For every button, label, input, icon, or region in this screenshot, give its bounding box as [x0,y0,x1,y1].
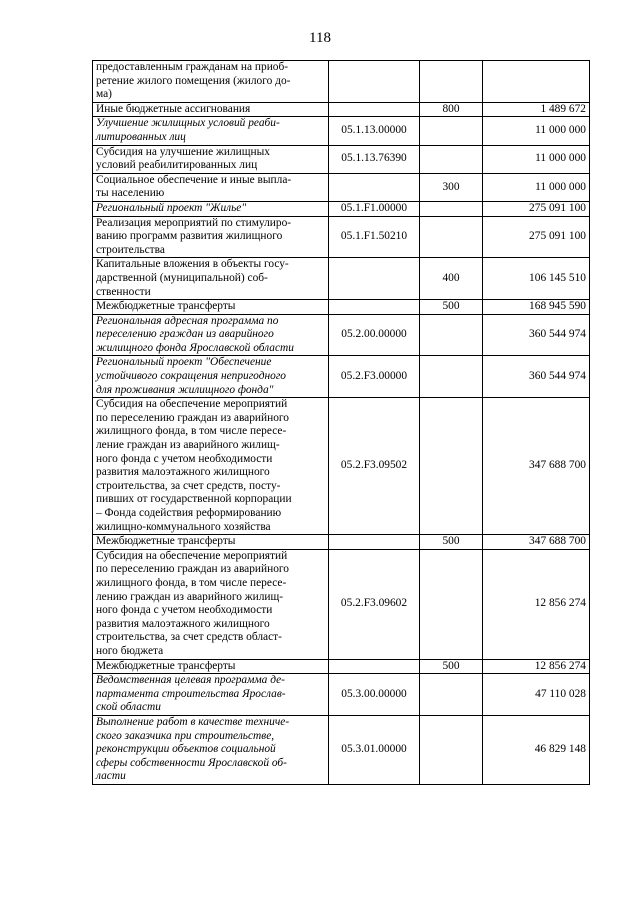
row-code-cell: 05.1.13.00000 [329,117,420,145]
row-sum-cell [483,61,590,103]
row-name-cell: Субсидия на обеспечение мероприятий по переселению граждан из аварийного жилищного фонда, в том числе пересе- лению граждан из аварийного жилищ- ного фонда с учетом необходимости развития малоэтажного жилищного строительства, за счет средств област- ного бюджета [93,549,329,659]
row-type-cell: 400 [420,258,483,300]
row-name-cell: Региональная адресная программа по переселению граждан из аварийного жилищного фонда Ярославской области [93,314,329,356]
budget-table-body [93,61,590,785]
row-type-cell [420,201,483,216]
row-code-cell [329,102,420,117]
row-type-cell [420,549,483,659]
row-name-cell: Ведомственная целевая программа де- партамента строительства Ярослав- ской области [93,674,329,716]
budget-table [92,60,590,785]
row-sum-cell: 347 688 700 [483,535,590,550]
row-type-cell [420,674,483,716]
row-name-cell: Региональный проект "Жилье" [93,201,329,216]
row-code-cell: 05.2.F3.09602 [329,549,420,659]
table-row [93,216,590,258]
row-name-cell: Межбюджетные трансферты [93,535,329,550]
table-row [93,715,590,784]
page-number: 118 [309,30,331,46]
row-sum-cell: 11 000 000 [483,117,590,145]
table-row [93,61,590,103]
row-name-cell: Межбюджетные трансферты [93,659,329,674]
row-name-cell: Капитальные вложения в объекты госу- дарственной (муниципальной) соб- ственности [93,258,329,300]
row-sum-cell: 275 091 100 [483,216,590,258]
row-name-cell: Субсидия на обеспечение мероприятий по переселению граждан из аварийного жилищного фонда, в том числе пересе- ление граждан из аварийного жилищ- ного фонда с учетом необходимости развития малоэтажного жилищного строительства, за счет средств, посту- пивших от государственной корпорации – Фонда содействия реформированию жилищно-коммунального хозяйства [93,398,329,535]
table-row [93,102,590,117]
row-code-cell: 05.1.F1.50210 [329,216,420,258]
row-name-cell: Иные бюджетные ассигнования [93,102,329,117]
table-row [93,674,590,716]
row-sum-cell: 106 145 510 [483,258,590,300]
table-row [93,117,590,145]
row-type-cell [420,398,483,535]
row-code-cell: 05.2.F3.09502 [329,398,420,535]
row-code-cell: 05.3.00.00000 [329,674,420,716]
row-type-cell [420,117,483,145]
table-row [93,356,590,398]
row-type-cell [420,314,483,356]
table-row [93,535,590,550]
row-code-cell: 05.1.13.76390 [329,145,420,173]
row-type-cell [420,715,483,784]
row-name-cell: Реализация мероприятий по стимулиро- ванию программ развития жилищного строительства [93,216,329,258]
row-code-cell: 05.2.00.00000 [329,314,420,356]
row-sum-cell: 168 945 590 [483,300,590,315]
table-row [93,300,590,315]
table-row [93,549,590,659]
row-type-cell [420,145,483,173]
row-sum-cell: 360 544 974 [483,314,590,356]
row-sum-cell: 12 856 274 [483,659,590,674]
table-row [93,314,590,356]
row-sum-cell: 360 544 974 [483,356,590,398]
row-type-cell: 300 [420,173,483,201]
row-type-cell [420,356,483,398]
row-code-cell [329,659,420,674]
row-sum-cell: 12 856 274 [483,549,590,659]
table-row [93,659,590,674]
row-type-cell: 800 [420,102,483,117]
row-sum-cell: 47 110 028 [483,674,590,716]
row-code-cell [329,258,420,300]
row-sum-cell: 46 829 148 [483,715,590,784]
table-row [93,258,590,300]
row-name-cell: Межбюджетные трансферты [93,300,329,315]
row-name-cell: предоставленным гражданам на приоб- ретение жилого помещения (жилого до- ма) [93,61,329,103]
row-code-cell [329,61,420,103]
row-code-cell [329,300,420,315]
table-row [93,145,590,173]
row-sum-cell: 1 489 672 [483,102,590,117]
row-code-cell: 05.3.01.00000 [329,715,420,784]
table-row [93,173,590,201]
row-code-cell [329,173,420,201]
table-row [93,398,590,535]
row-name-cell: Социальное обеспечение и иные выпла- ты населению [93,173,329,201]
table-row [93,201,590,216]
row-name-cell: Улучшение жилищных условий реаби- литированных лиц [93,117,329,145]
row-type-cell [420,216,483,258]
row-code-cell: 05.2.F3.00000 [329,356,420,398]
row-type-cell: 500 [420,300,483,315]
row-type-cell: 500 [420,659,483,674]
row-name-cell: Выполнение работ в качестве техниче- ского заказчика при строительстве, реконструкции объектов социальной сферы собственности Ярославской об- ласти [93,715,329,784]
row-type-cell [420,61,483,103]
row-code-cell: 05.1.F1.00000 [329,201,420,216]
row-code-cell [329,535,420,550]
row-name-cell: Региональный проект "Обеспечение устойчивого сокращения непригодного для проживания жилищного фонда" [93,356,329,398]
row-sum-cell: 11 000 000 [483,173,590,201]
row-sum-cell: 347 688 700 [483,398,590,535]
row-name-cell: Субсидия на улучшение жилищных условий реабилитированных лиц [93,145,329,173]
row-sum-cell: 11 000 000 [483,145,590,173]
row-sum-cell: 275 091 100 [483,201,590,216]
row-type-cell: 500 [420,535,483,550]
